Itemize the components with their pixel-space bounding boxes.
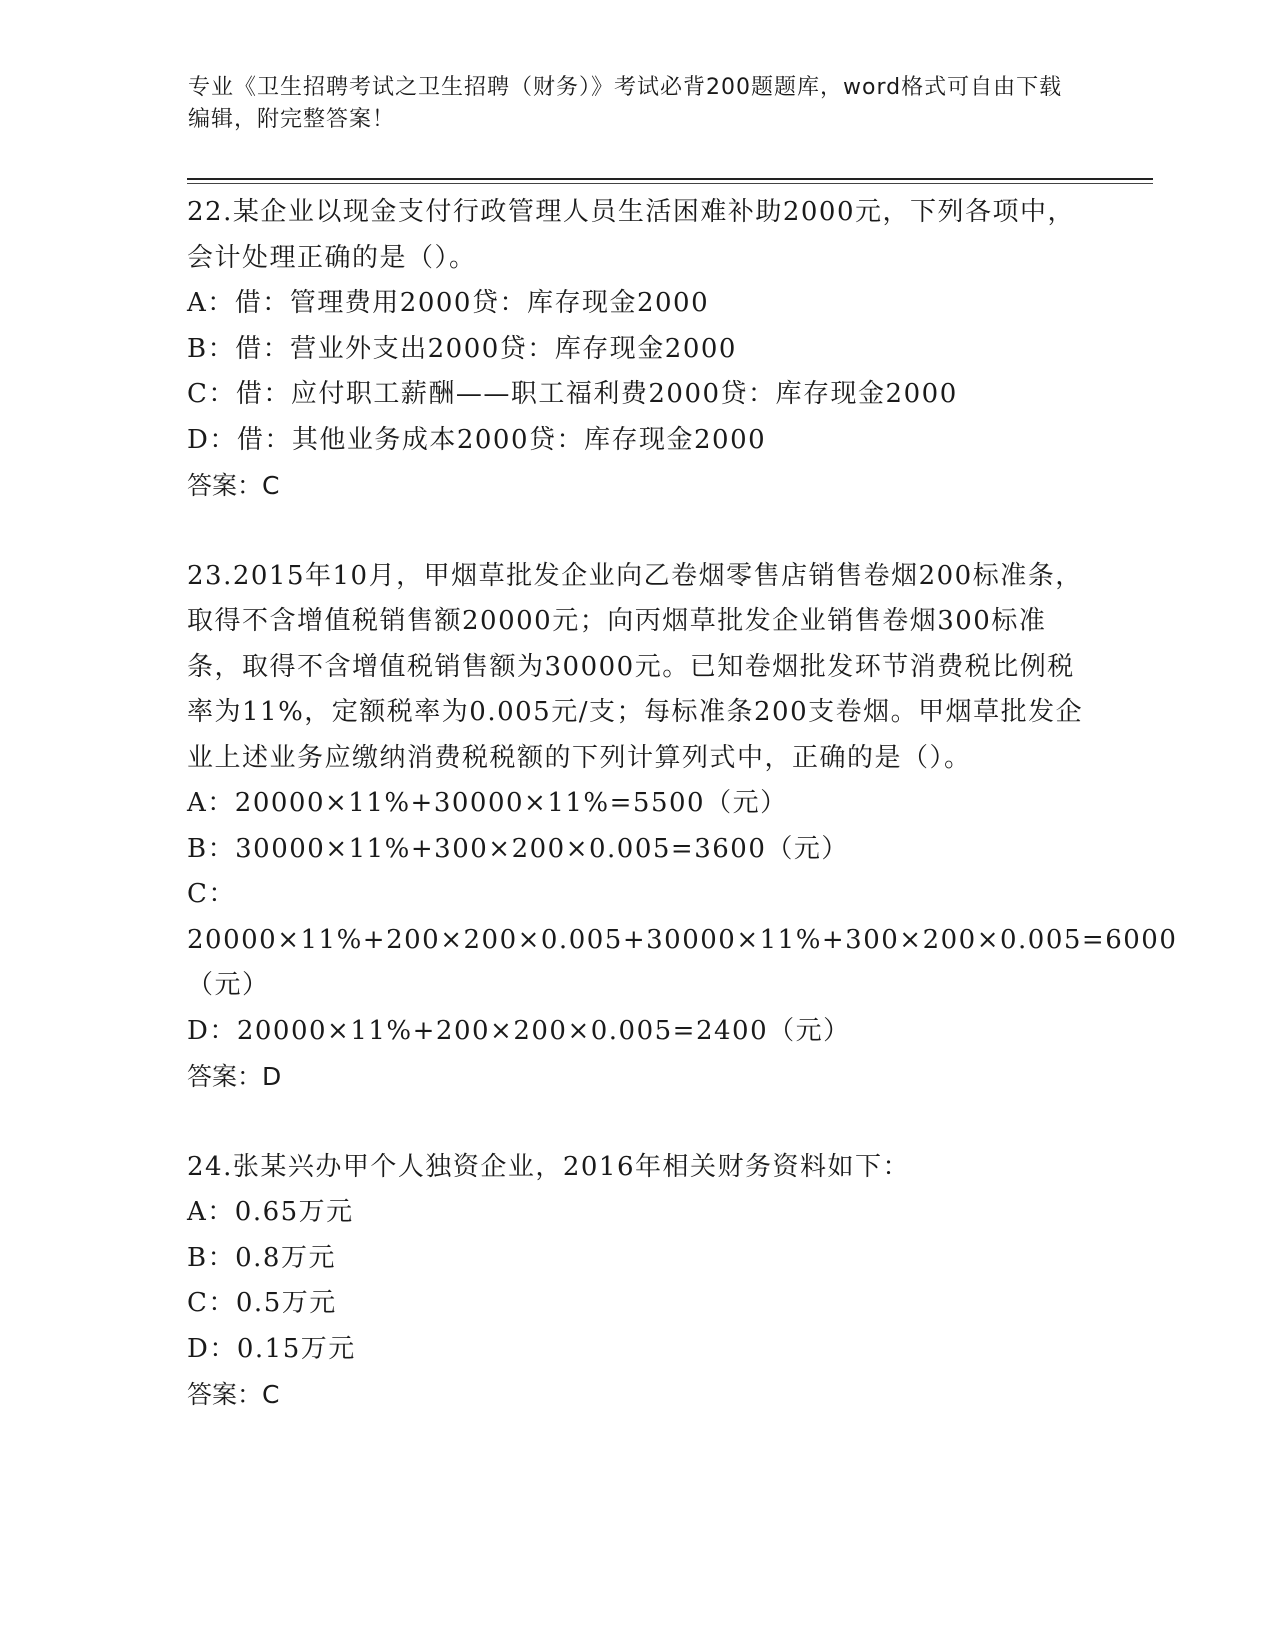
option-d: D：20000×11%+200×200×0.005=2400（元） — [187, 1015, 851, 1046]
option-d: D：借：其他业务成本2000贷：库存现金2000 — [187, 424, 767, 455]
header-divider-thick — [187, 178, 1153, 180]
option-c: C：0.5万元 — [187, 1288, 337, 1318]
option-c: C：20000×11%+200×200×0.005+30000×11%+300×200×0.005=6000（元） — [187, 879, 1178, 1000]
question-22 — [187, 190, 1087, 509]
question-stem: 23.2015年10月，甲烟草批发企业向乙卷烟零售店销售卷烟200标准条，取得不含增值税销售额20000元；向丙烟草批发企业销售卷烟300标准条，取得不含增值税销售额为30000元。已知卷烟批发环节消费税比例税率为11%，定额税率为0.005元/支；每标准条200支卷烟。甲烟草批发企业上述业务应缴纳消费税税额的下列计算列式中，正确的是（）。 — [187, 560, 1084, 773]
option-b: B：0.8万元 — [187, 1242, 336, 1273]
answer: 答案：D — [187, 1062, 282, 1091]
option-a: A：20000×11%+30000×11%=5500（元） — [187, 788, 788, 818]
option-a: A：0.65万元 — [187, 1197, 354, 1227]
option-c: C：借：应付职工薪酬——职工福利费2000贷：库存现金2000 — [187, 379, 958, 409]
question-stem: 24.张某兴办甲个人独资企业，2016年相关财务资料如下： — [187, 1151, 911, 1182]
question-24 — [187, 1145, 1087, 1418]
option-b: B：30000×11%+300×200×0.005=3600（元） — [187, 833, 849, 864]
option-a: A：借：管理费用2000贷：库存现金2000 — [187, 288, 710, 318]
option-b: B：借：营业外支出2000贷：库存现金2000 — [187, 333, 737, 364]
option-d: D：0.15万元 — [187, 1333, 356, 1364]
question-23 — [187, 554, 1178, 1100]
document-header: 专业《卫生招聘考试之卫生招聘（财务）》考试必背200题题库，word格式可自由下载编辑，附完整答案！ — [188, 75, 1063, 132]
header-divider-thin — [187, 183, 1153, 184]
question-list — [187, 190, 1178, 1418]
question-spacer — [187, 1100, 1087, 1145]
question-spacer — [187, 509, 1087, 554]
question-stem: 22.某企业以现金支付行政管理人员生活困难补助2000元，下列各项中，会计处理正确的是（）。 — [187, 197, 1076, 273]
answer: 答案：C — [187, 1380, 280, 1409]
answer: 答案：C — [187, 471, 280, 500]
